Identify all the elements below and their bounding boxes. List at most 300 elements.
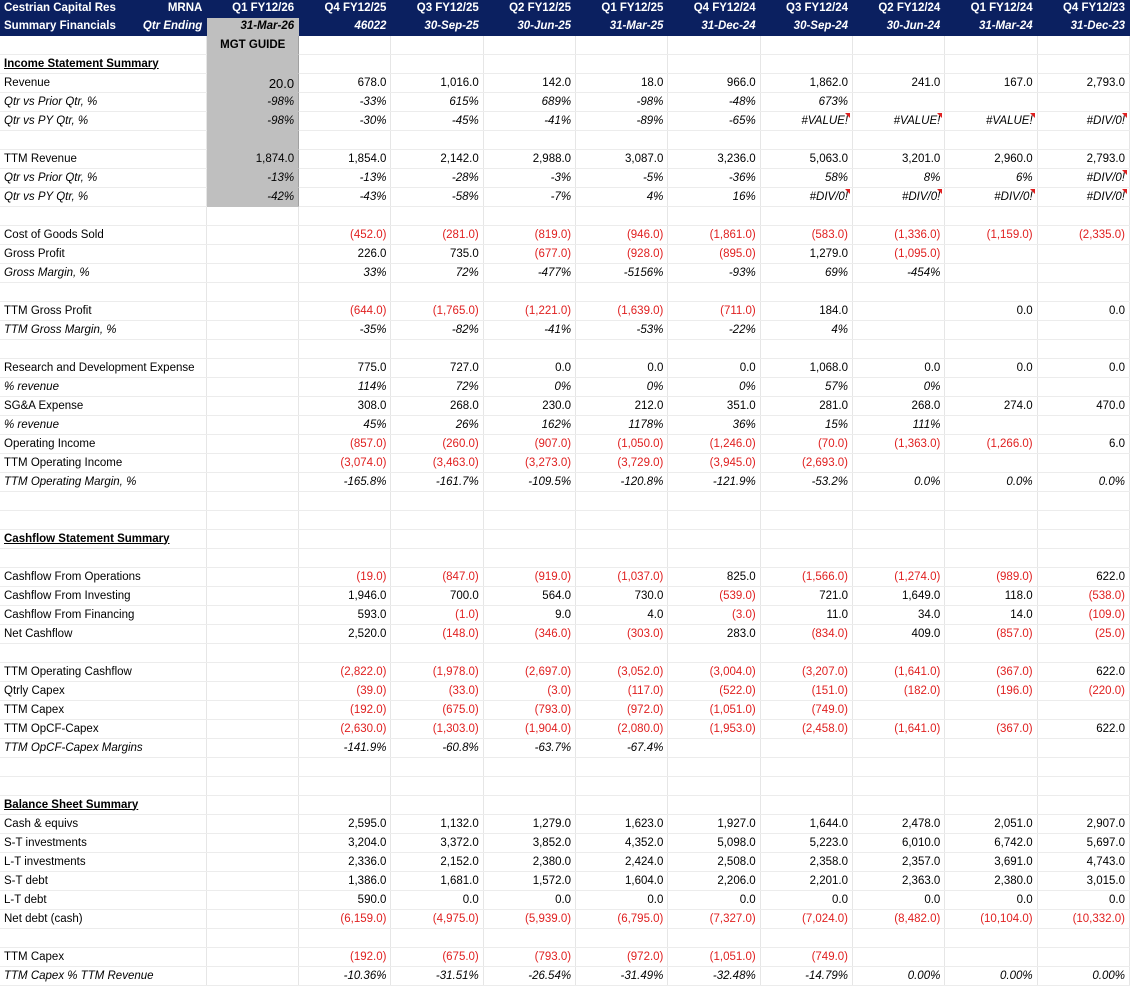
value-cell[interactable]: 268.0 <box>853 397 945 416</box>
value-cell[interactable]: 470.0 <box>1037 397 1129 416</box>
value-cell[interactable] <box>668 492 760 511</box>
value-cell[interactable] <box>668 549 760 568</box>
value-cell[interactable] <box>1037 644 1129 663</box>
value-cell[interactable] <box>576 131 668 150</box>
value-cell[interactable]: 2,960.0 <box>945 150 1037 169</box>
guide-cell[interactable] <box>207 397 299 416</box>
guide-cell[interactable] <box>207 302 299 321</box>
value-cell[interactable] <box>945 264 1037 283</box>
value-cell[interactable]: #DIV/0! <box>945 188 1037 207</box>
guide-cell[interactable] <box>207 492 299 511</box>
value-cell[interactable] <box>668 777 760 796</box>
value-cell[interactable] <box>1037 55 1129 74</box>
value-cell[interactable] <box>391 511 483 530</box>
guide-cell[interactable] <box>207 207 299 226</box>
value-cell[interactable] <box>853 796 945 815</box>
value-cell[interactable]: 0.0 <box>945 302 1037 321</box>
value-cell[interactable] <box>1037 93 1129 112</box>
guide-cell[interactable] <box>207 606 299 625</box>
row-label[interactable]: Qtrly Capex <box>0 682 207 701</box>
value-cell[interactable]: -89% <box>576 112 668 131</box>
value-cell[interactable]: 72% <box>391 378 483 397</box>
value-cell[interactable]: (1,095.0) <box>853 245 945 264</box>
value-cell[interactable]: (928.0) <box>576 245 668 264</box>
value-cell[interactable]: (711.0) <box>668 302 760 321</box>
value-cell[interactable] <box>1037 948 1129 967</box>
value-cell[interactable]: 727.0 <box>391 359 483 378</box>
value-cell[interactable]: 590.0 <box>299 891 391 910</box>
value-cell[interactable]: (148.0) <box>391 625 483 644</box>
value-cell[interactable]: 2,152.0 <box>391 853 483 872</box>
value-cell[interactable] <box>853 549 945 568</box>
row-label[interactable]: Net Cashflow <box>0 625 207 644</box>
value-cell[interactable]: 1,649.0 <box>853 587 945 606</box>
value-cell[interactable]: 9.0 <box>483 606 575 625</box>
period-date[interactable]: 31-Dec-23 <box>1037 18 1129 36</box>
value-cell[interactable]: 1,016.0 <box>391 74 483 93</box>
value-cell[interactable] <box>576 644 668 663</box>
value-cell[interactable] <box>853 701 945 720</box>
guide-cell[interactable] <box>207 568 299 587</box>
value-cell[interactable]: 0% <box>853 378 945 397</box>
value-cell[interactable] <box>576 492 668 511</box>
guide-cell[interactable] <box>207 55 299 74</box>
guide-cell[interactable] <box>207 625 299 644</box>
guide-cell[interactable] <box>207 663 299 682</box>
guide-cell[interactable] <box>207 967 299 986</box>
value-cell[interactable] <box>853 454 945 473</box>
value-cell[interactable]: -41% <box>483 112 575 131</box>
value-cell[interactable]: (2,693.0) <box>760 454 852 473</box>
value-cell[interactable] <box>853 777 945 796</box>
value-cell[interactable]: (919.0) <box>483 568 575 587</box>
value-cell[interactable]: -109.5% <box>483 473 575 492</box>
value-cell[interactable]: 16% <box>668 188 760 207</box>
value-cell[interactable]: -31.49% <box>576 967 668 986</box>
value-cell[interactable]: (2,822.0) <box>299 663 391 682</box>
value-cell[interactable]: (1,641.0) <box>853 663 945 682</box>
value-cell[interactable] <box>483 492 575 511</box>
value-cell[interactable] <box>576 530 668 549</box>
section-title[interactable]: Balance Sheet Summary <box>0 796 207 815</box>
row-label[interactable] <box>0 131 207 150</box>
value-cell[interactable]: 0.0 <box>668 359 760 378</box>
value-cell[interactable] <box>853 929 945 948</box>
value-cell[interactable]: (819.0) <box>483 226 575 245</box>
value-cell[interactable]: -45% <box>391 112 483 131</box>
value-cell[interactable] <box>576 511 668 530</box>
value-cell[interactable]: 730.0 <box>576 587 668 606</box>
value-cell[interactable]: 700.0 <box>391 587 483 606</box>
value-cell[interactable]: (1,566.0) <box>760 568 852 587</box>
value-cell[interactable] <box>1037 378 1129 397</box>
row-label[interactable]: TTM Gross Profit <box>0 302 207 321</box>
value-cell[interactable]: -22% <box>668 321 760 340</box>
value-cell[interactable] <box>853 530 945 549</box>
value-cell[interactable]: 622.0 <box>1037 663 1129 682</box>
guide-cell[interactable] <box>207 587 299 606</box>
guide-cell[interactable] <box>207 511 299 530</box>
value-cell[interactable]: (1,246.0) <box>668 435 760 454</box>
value-cell[interactable] <box>760 549 852 568</box>
value-cell[interactable]: -454% <box>853 264 945 283</box>
value-cell[interactable]: 593.0 <box>299 606 391 625</box>
guide-cell[interactable] <box>207 530 299 549</box>
value-cell[interactable]: (7,327.0) <box>668 910 760 929</box>
value-cell[interactable]: (1,336.0) <box>853 226 945 245</box>
value-cell[interactable]: (1,221.0) <box>483 302 575 321</box>
value-cell[interactable] <box>1037 283 1129 302</box>
value-cell[interactable] <box>483 340 575 359</box>
value-cell[interactable]: 2,142.0 <box>391 150 483 169</box>
value-cell[interactable] <box>853 283 945 302</box>
value-cell[interactable]: (182.0) <box>853 682 945 701</box>
value-cell[interactable]: (3,945.0) <box>668 454 760 473</box>
value-cell[interactable] <box>1037 416 1129 435</box>
value-cell[interactable] <box>945 321 1037 340</box>
value-cell[interactable]: #DIV/0! <box>1037 169 1129 188</box>
value-cell[interactable]: 2,380.0 <box>483 853 575 872</box>
guide-cell[interactable] <box>207 378 299 397</box>
value-cell[interactable] <box>299 511 391 530</box>
guide-cell[interactable] <box>207 226 299 245</box>
value-cell[interactable]: 0.00% <box>945 967 1037 986</box>
value-cell[interactable] <box>391 131 483 150</box>
value-cell[interactable] <box>1037 340 1129 359</box>
value-cell[interactable]: 0.0 <box>945 891 1037 910</box>
value-cell[interactable]: 2,051.0 <box>945 815 1037 834</box>
value-cell[interactable]: 1,623.0 <box>576 815 668 834</box>
value-cell[interactable]: -10.36% <box>299 967 391 986</box>
value-cell[interactable]: 0.00% <box>1037 967 1129 986</box>
value-cell[interactable] <box>576 796 668 815</box>
row-label[interactable] <box>0 929 207 948</box>
value-cell[interactable] <box>299 340 391 359</box>
value-cell[interactable]: (3,463.0) <box>391 454 483 473</box>
row-label[interactable]: TTM OpCF-Capex Margins <box>0 739 207 758</box>
value-cell[interactable]: #DIV/0! <box>760 188 852 207</box>
value-cell[interactable]: 0.0 <box>668 891 760 910</box>
value-cell[interactable] <box>1037 929 1129 948</box>
value-cell[interactable] <box>391 340 483 359</box>
value-cell[interactable]: (538.0) <box>1037 587 1129 606</box>
value-cell[interactable]: -41% <box>483 321 575 340</box>
value-cell[interactable] <box>945 739 1037 758</box>
value-cell[interactable] <box>576 55 668 74</box>
value-cell[interactable]: (2,630.0) <box>299 720 391 739</box>
row-label[interactable] <box>0 511 207 530</box>
value-cell[interactable] <box>760 739 852 758</box>
row-label[interactable]: Qtr vs Prior Qtr, % <box>0 93 207 112</box>
value-cell[interactable]: 1,946.0 <box>299 587 391 606</box>
value-cell[interactable] <box>299 131 391 150</box>
value-cell[interactable] <box>483 796 575 815</box>
value-cell[interactable]: 3,691.0 <box>945 853 1037 872</box>
value-cell[interactable] <box>391 758 483 777</box>
value-cell[interactable]: -121.9% <box>668 473 760 492</box>
guide-cell[interactable] <box>207 359 299 378</box>
sheet-subtitle-cell[interactable] <box>0 18 207 36</box>
value-cell[interactable]: 2,358.0 <box>760 853 852 872</box>
value-cell[interactable] <box>760 55 852 74</box>
guide-cell[interactable] <box>207 834 299 853</box>
value-cell[interactable]: 2,206.0 <box>668 872 760 891</box>
value-cell[interactable]: 1178% <box>576 416 668 435</box>
value-cell[interactable] <box>391 644 483 663</box>
value-cell[interactable] <box>483 929 575 948</box>
value-cell[interactable]: -98% <box>576 93 668 112</box>
value-cell[interactable] <box>391 929 483 948</box>
row-label[interactable]: SG&A Expense <box>0 397 207 416</box>
value-cell[interactable]: 58% <box>760 169 852 188</box>
row-label[interactable]: % revenue <box>0 416 207 435</box>
value-cell[interactable]: (2,697.0) <box>483 663 575 682</box>
value-cell[interactable] <box>391 283 483 302</box>
guide-cell[interactable] <box>207 549 299 568</box>
value-cell[interactable]: (1,639.0) <box>576 302 668 321</box>
value-cell[interactable]: 283.0 <box>668 625 760 644</box>
value-cell[interactable] <box>945 530 1037 549</box>
value-cell[interactable] <box>668 644 760 663</box>
value-cell[interactable]: (1,050.0) <box>576 435 668 454</box>
value-cell[interactable]: -93% <box>668 264 760 283</box>
value-cell[interactable]: -120.8% <box>576 473 668 492</box>
value-cell[interactable]: -31.51% <box>391 967 483 986</box>
value-cell[interactable]: (1,363.0) <box>853 435 945 454</box>
row-label[interactable]: Cash & equivs <box>0 815 207 834</box>
value-cell[interactable]: #DIV/0! <box>853 188 945 207</box>
value-cell[interactable] <box>945 758 1037 777</box>
value-cell[interactable] <box>945 796 1037 815</box>
value-cell[interactable]: (1,051.0) <box>668 948 760 967</box>
value-cell[interactable]: 0.0 <box>483 359 575 378</box>
value-cell[interactable]: 0.0% <box>1037 473 1129 492</box>
value-cell[interactable]: (834.0) <box>760 625 852 644</box>
value-cell[interactable]: 0.0 <box>1037 359 1129 378</box>
value-cell[interactable] <box>668 55 760 74</box>
value-cell[interactable]: 26% <box>391 416 483 435</box>
value-cell[interactable]: (539.0) <box>668 587 760 606</box>
row-label[interactable] <box>0 207 207 226</box>
value-cell[interactable]: 14.0 <box>945 606 1037 625</box>
value-cell[interactable] <box>760 929 852 948</box>
value-cell[interactable] <box>760 777 852 796</box>
value-cell[interactable]: 2,380.0 <box>945 872 1037 891</box>
value-cell[interactable]: -28% <box>391 169 483 188</box>
value-cell[interactable]: #VALUE! <box>760 112 852 131</box>
value-cell[interactable]: (39.0) <box>299 682 391 701</box>
guide-cell[interactable] <box>207 264 299 283</box>
value-cell[interactable]: 184.0 <box>760 302 852 321</box>
value-cell[interactable]: 3,015.0 <box>1037 872 1129 891</box>
period-date[interactable]: 30-Sep-24 <box>760 18 852 36</box>
value-cell[interactable]: 2,520.0 <box>299 625 391 644</box>
value-cell[interactable]: (260.0) <box>391 435 483 454</box>
value-cell[interactable]: (972.0) <box>576 701 668 720</box>
value-cell[interactable]: 2,478.0 <box>853 815 945 834</box>
value-cell[interactable]: (1,904.0) <box>483 720 575 739</box>
value-cell[interactable]: -26.54% <box>483 967 575 986</box>
value-cell[interactable]: 615% <box>391 93 483 112</box>
value-cell[interactable]: 678.0 <box>299 74 391 93</box>
value-cell[interactable]: (367.0) <box>945 720 1037 739</box>
value-cell[interactable]: (1,159.0) <box>945 226 1037 245</box>
value-cell[interactable]: 5,063.0 <box>760 150 852 169</box>
value-cell[interactable] <box>945 55 1037 74</box>
value-cell[interactable] <box>391 530 483 549</box>
value-cell[interactable]: 0.0 <box>391 891 483 910</box>
value-cell[interactable]: (2,080.0) <box>576 720 668 739</box>
row-label[interactable]: L-T investments <box>0 853 207 872</box>
value-cell[interactable]: -33% <box>299 93 391 112</box>
period-header[interactable]: Q1 FY12/26 <box>207 0 299 18</box>
value-cell[interactable]: 0.00% <box>853 967 945 986</box>
value-cell[interactable]: #DIV/0! <box>1037 188 1129 207</box>
value-cell[interactable]: 6% <box>945 169 1037 188</box>
value-cell[interactable]: (3,729.0) <box>576 454 668 473</box>
row-label[interactable]: Gross Profit <box>0 245 207 264</box>
value-cell[interactable]: 0.0 <box>576 359 668 378</box>
value-cell[interactable]: (675.0) <box>391 701 483 720</box>
value-cell[interactable] <box>1037 511 1129 530</box>
value-cell[interactable]: 4% <box>760 321 852 340</box>
value-cell[interactable]: 230.0 <box>483 397 575 416</box>
period-header[interactable]: Q2 FY12/25 <box>483 0 575 18</box>
value-cell[interactable] <box>760 511 852 530</box>
value-cell[interactable]: (857.0) <box>299 435 391 454</box>
value-cell[interactable]: 721.0 <box>760 587 852 606</box>
value-cell[interactable]: (644.0) <box>299 302 391 321</box>
row-label[interactable]: Cashflow From Operations <box>0 568 207 587</box>
guide-cell[interactable] <box>207 891 299 910</box>
value-cell[interactable] <box>483 131 575 150</box>
value-cell[interactable]: (847.0) <box>391 568 483 587</box>
value-cell[interactable]: (19.0) <box>299 568 391 587</box>
value-cell[interactable]: (2,335.0) <box>1037 226 1129 245</box>
value-cell[interactable]: (1,051.0) <box>668 701 760 720</box>
value-cell[interactable] <box>853 758 945 777</box>
value-cell[interactable] <box>1037 245 1129 264</box>
value-cell[interactable]: 4.0 <box>576 606 668 625</box>
guide-cell[interactable] <box>207 720 299 739</box>
value-cell[interactable] <box>299 55 391 74</box>
value-cell[interactable] <box>1037 454 1129 473</box>
value-cell[interactable]: (303.0) <box>576 625 668 644</box>
value-cell[interactable]: (25.0) <box>1037 625 1129 644</box>
row-label[interactable]: TTM OpCF-Capex <box>0 720 207 739</box>
value-cell[interactable]: 2,357.0 <box>853 853 945 872</box>
row-label[interactable] <box>0 283 207 302</box>
period-date[interactable]: 31-Dec-24 <box>668 18 760 36</box>
period-date[interactable]: 30-Sep-25 <box>391 18 483 36</box>
guide-cell[interactable] <box>207 910 299 929</box>
value-cell[interactable] <box>483 530 575 549</box>
row-label[interactable]: Cost of Goods Sold <box>0 226 207 245</box>
value-cell[interactable]: -82% <box>391 321 483 340</box>
value-cell[interactable]: (1,303.0) <box>391 720 483 739</box>
value-cell[interactable]: (1,274.0) <box>853 568 945 587</box>
value-cell[interactable] <box>483 758 575 777</box>
value-cell[interactable] <box>853 511 945 530</box>
value-cell[interactable] <box>945 207 1037 226</box>
value-cell[interactable] <box>1037 549 1129 568</box>
value-cell[interactable]: -53% <box>576 321 668 340</box>
value-cell[interactable] <box>853 948 945 967</box>
value-cell[interactable] <box>668 340 760 359</box>
value-cell[interactable]: (1,953.0) <box>668 720 760 739</box>
value-cell[interactable]: 0% <box>668 378 760 397</box>
value-cell[interactable]: 1,854.0 <box>299 150 391 169</box>
value-cell[interactable]: (8,482.0) <box>853 910 945 929</box>
value-cell[interactable]: -36% <box>668 169 760 188</box>
value-cell[interactable] <box>945 492 1037 511</box>
value-cell[interactable]: 6.0 <box>1037 435 1129 454</box>
row-label[interactable]: Gross Margin, % <box>0 264 207 283</box>
guide-cell[interactable]: 20.0 <box>207 74 299 93</box>
guide-cell[interactable] <box>207 473 299 492</box>
value-cell[interactable]: 162% <box>483 416 575 435</box>
value-cell[interactable]: 0% <box>483 378 575 397</box>
value-cell[interactable]: 18.0 <box>576 74 668 93</box>
value-cell[interactable]: -14.79% <box>760 967 852 986</box>
period-date[interactable]: 30-Jun-25 <box>483 18 575 36</box>
value-cell[interactable] <box>668 758 760 777</box>
value-cell[interactable]: 69% <box>760 264 852 283</box>
value-cell[interactable] <box>760 283 852 302</box>
value-cell[interactable] <box>945 511 1037 530</box>
value-cell[interactable]: 5,697.0 <box>1037 834 1129 853</box>
row-label[interactable]: Qtr vs PY Qtr, % <box>0 112 207 131</box>
value-cell[interactable] <box>391 207 483 226</box>
row-label[interactable]: Research and Development Expense <box>0 359 207 378</box>
value-cell[interactable]: 5,098.0 <box>668 834 760 853</box>
value-cell[interactable]: 34.0 <box>853 606 945 625</box>
value-cell[interactable] <box>299 777 391 796</box>
value-cell[interactable]: (3,273.0) <box>483 454 575 473</box>
period-header[interactable]: Q2 FY12/24 <box>853 0 945 18</box>
value-cell[interactable]: 4,743.0 <box>1037 853 1129 872</box>
value-cell[interactable]: (10,332.0) <box>1037 910 1129 929</box>
value-cell[interactable]: (1,037.0) <box>576 568 668 587</box>
value-cell[interactable] <box>299 929 391 948</box>
value-cell[interactable]: 0.0 <box>1037 302 1129 321</box>
value-cell[interactable]: 564.0 <box>483 587 575 606</box>
value-cell[interactable] <box>1037 321 1129 340</box>
row-label[interactable]: TTM Capex <box>0 948 207 967</box>
value-cell[interactable]: -5% <box>576 169 668 188</box>
value-cell[interactable]: (3,207.0) <box>760 663 852 682</box>
value-cell[interactable] <box>853 492 945 511</box>
value-cell[interactable]: 622.0 <box>1037 720 1129 739</box>
value-cell[interactable]: 1,132.0 <box>391 815 483 834</box>
value-cell[interactable]: -63.7% <box>483 739 575 758</box>
row-label[interactable]: Cashflow From Financing <box>0 606 207 625</box>
value-cell[interactable]: 111% <box>853 416 945 435</box>
value-cell[interactable] <box>945 644 1037 663</box>
value-cell[interactable]: -67.4% <box>576 739 668 758</box>
guide-cell[interactable] <box>207 454 299 473</box>
value-cell[interactable]: (1,978.0) <box>391 663 483 682</box>
guide-cell[interactable] <box>207 739 299 758</box>
value-cell[interactable]: -48% <box>668 93 760 112</box>
guide-cell[interactable] <box>207 777 299 796</box>
value-cell[interactable]: 4% <box>576 188 668 207</box>
value-cell[interactable]: (793.0) <box>483 701 575 720</box>
guide-cell[interactable]: -98% <box>207 93 299 112</box>
value-cell[interactable]: (151.0) <box>760 682 852 701</box>
value-cell[interactable]: -477% <box>483 264 575 283</box>
value-cell[interactable] <box>299 530 391 549</box>
